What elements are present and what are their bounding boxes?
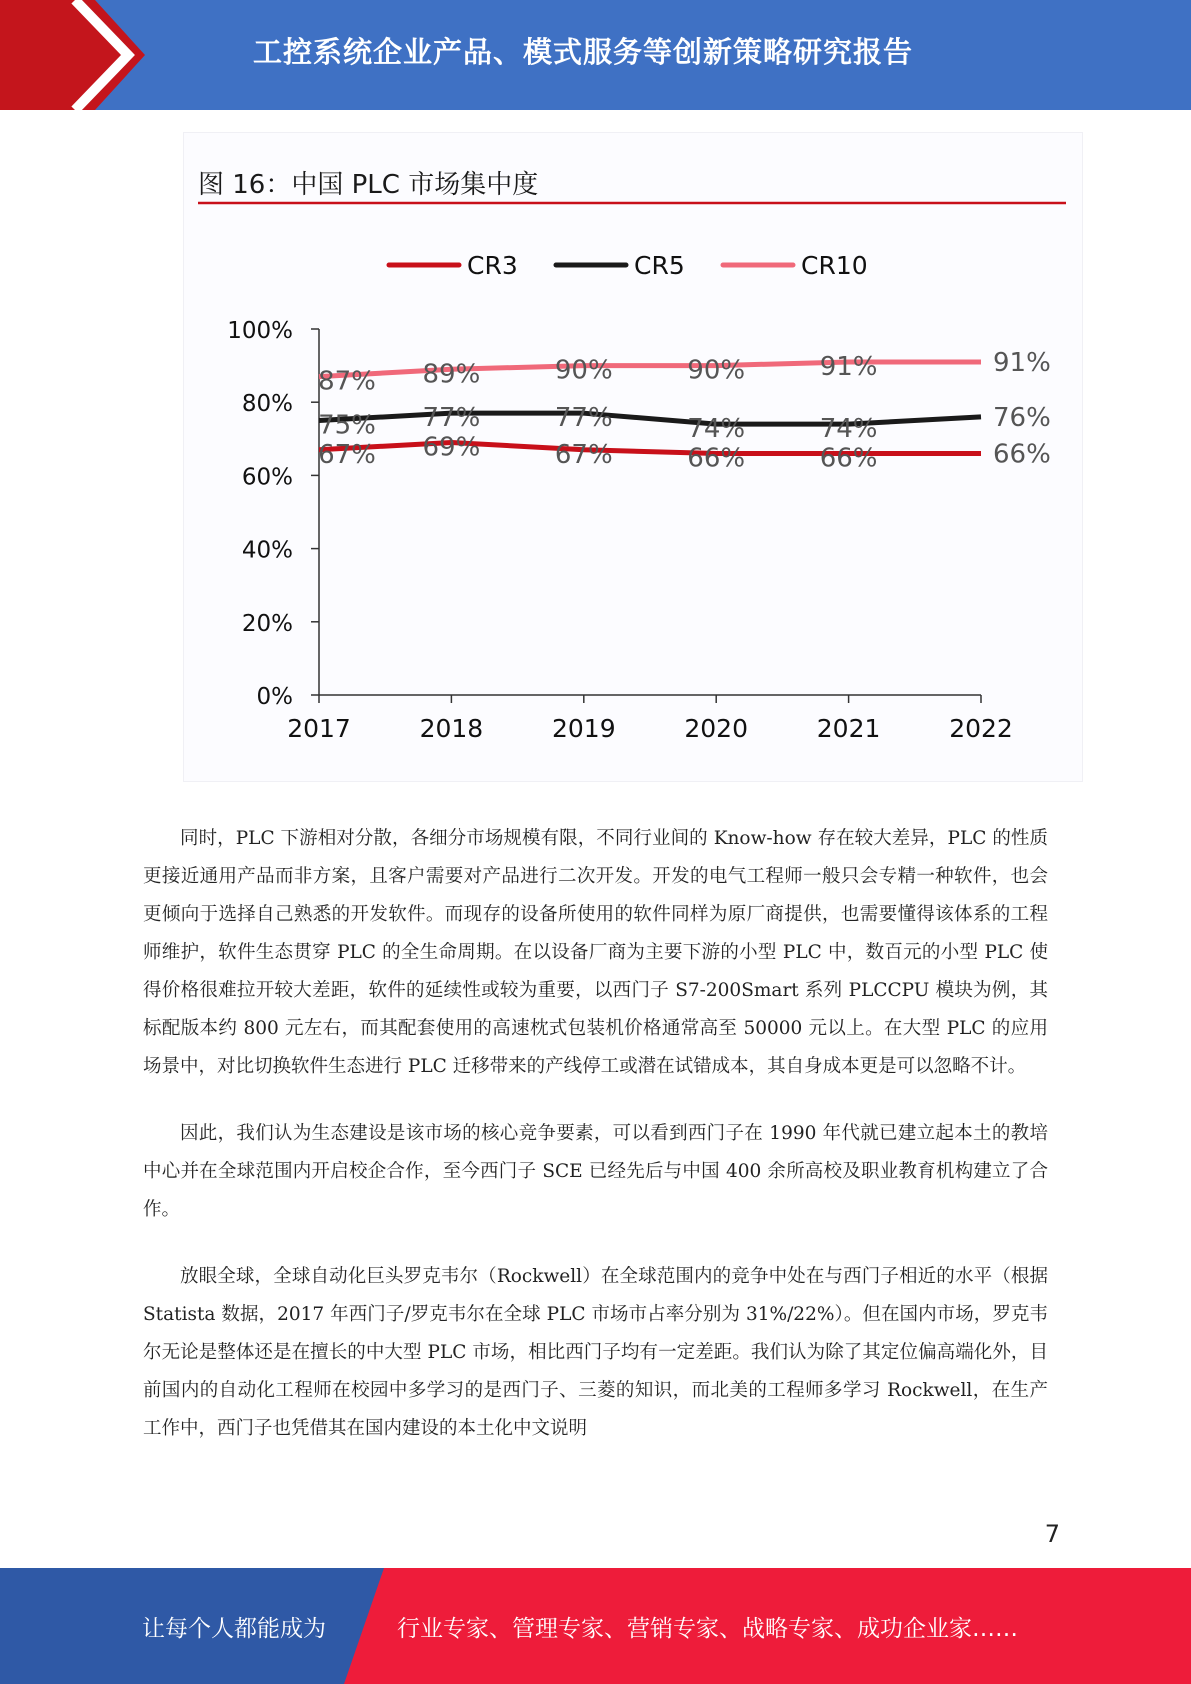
header-arrow-icon	[0, 0, 160, 110]
footer-slogan-left: 让每个人都能成为	[142, 1615, 326, 1642]
x-tick-label: 2018	[419, 714, 484, 743]
data-label: 91%	[993, 347, 1051, 378]
header-band	[0, 0, 1191, 110]
x-tick-label: 2019	[551, 714, 616, 743]
data-label: 67%	[318, 439, 376, 470]
paragraph: 同时，PLC 下游相对分散，各细分市场规模有限，不同行业间的 Know-how 存在较大差异，PLC 的性质更接近通用产品而非方案，且客户需要对产品进行二次开发。开发的电气工程师一般只会专精一种软件，也会更倾向于选择自己熟悉的开发软件。而现存的设备所使用的软件同样为原厂商提供，也需要懂得该体系的工程师维护，软件生态贯穿 PLC 的全生命周期。在以设备厂商为主要下游的小型 PLC 中，数百元的小型 PLC 使得价格很难拉开较大差距，软件的延续性或较为重要，以西门子 S7-200Smart 系列 PLCCPU 模块为例，其标配版本约 800 元左右，而其配套使用的高速枕式包装机价格通常高至 50000 元以上。在大型 PLC 的应用场景中，对比切换软件生态进行 PLC 迁移带来的产线停工或潜在试错成本，其自身成本更是可以忽略不计。	[143, 828, 1048, 1077]
y-tick-label: 80%	[241, 391, 293, 418]
y-tick-label: 20%	[241, 610, 293, 637]
plc-concentration-chart	[184, 133, 1082, 781]
footer-slogan-right: 行业专家、管理专家、营销专家、战略专家、成功企业家……	[397, 1615, 1018, 1642]
y-tick-label: 60%	[241, 464, 293, 491]
data-label: 66%	[993, 439, 1051, 470]
paragraph: 放眼全球，全球自动化巨头罗克韦尔（Rockwell）在全球范围内的竞争中处在与西门子相近的水平（根据 Statista 数据，2017 年西门子/罗克韦尔在全球 PLC 市场市占率分别为 31%/22%）。但在国内市场，罗克韦尔无论是整体还是在擅长的中大型 PLC 市场，相比西门子均有一定差距。我们认为除了其定位偏高端化外，目前国内的自动化工程师在校园中多学习的是西门子、三菱的知识，而北美的工程师多学习 Rockwell，在生产工作中，西门子也凭借其在国内建设的本土化中文说明	[143, 1266, 1048, 1439]
legend-label: CR10	[801, 251, 868, 280]
data-label: 90%	[687, 355, 746, 386]
data-label: 69%	[422, 432, 481, 463]
y-tick-label: 0%	[256, 684, 293, 710]
x-tick-label: 2020	[684, 714, 749, 743]
x-tick-label: 2017	[287, 714, 351, 743]
chart-legend	[389, 251, 868, 280]
data-label: 75%	[318, 410, 376, 441]
data-label: 76%	[993, 402, 1051, 433]
data-label: 66%	[687, 443, 746, 474]
paragraph: 因此，我们认为生态建设是该市场的核心竞争要素，可以看到西门子在 1990 年代就已建立起本土的教培中心并在全球范围内开启校企合作，至今西门子 SCE 已经先后与中国 400 余所高校及职业教育机构建立了合作。	[143, 1123, 1048, 1220]
data-label: 91%	[819, 351, 878, 382]
data-label: 66%	[819, 443, 878, 474]
y-tick-label: 40%	[241, 537, 293, 564]
series-line-cr10	[319, 362, 981, 377]
data-label: 67%	[554, 439, 613, 470]
data-label: 77%	[422, 403, 481, 434]
footer-band	[0, 1568, 1191, 1684]
legend-label: CR5	[634, 251, 685, 280]
data-label: 87%	[318, 366, 376, 397]
y-tick-label: 100%	[227, 318, 293, 344]
x-tick-label: 2022	[949, 714, 1013, 743]
report-title: 工控系统企业产品、模式服务等创新策略研究报告	[253, 34, 914, 69]
page-number: 7	[1044, 1520, 1060, 1548]
figure-caption: 图 16：中国 PLC 市场集中度	[198, 170, 539, 200]
data-label: 74%	[819, 414, 878, 445]
figure-16	[183, 132, 1083, 782]
legend-label: CR3	[467, 251, 518, 280]
series-line-cr5	[319, 413, 981, 424]
chart-series	[319, 362, 981, 454]
series-line-cr3	[319, 442, 981, 453]
data-label: 74%	[687, 414, 746, 445]
data-label: 77%	[554, 403, 613, 434]
data-label: 90%	[554, 355, 613, 386]
x-tick-label: 2021	[816, 714, 881, 743]
data-label: 89%	[422, 359, 481, 390]
body-text	[143, 820, 1048, 1477]
